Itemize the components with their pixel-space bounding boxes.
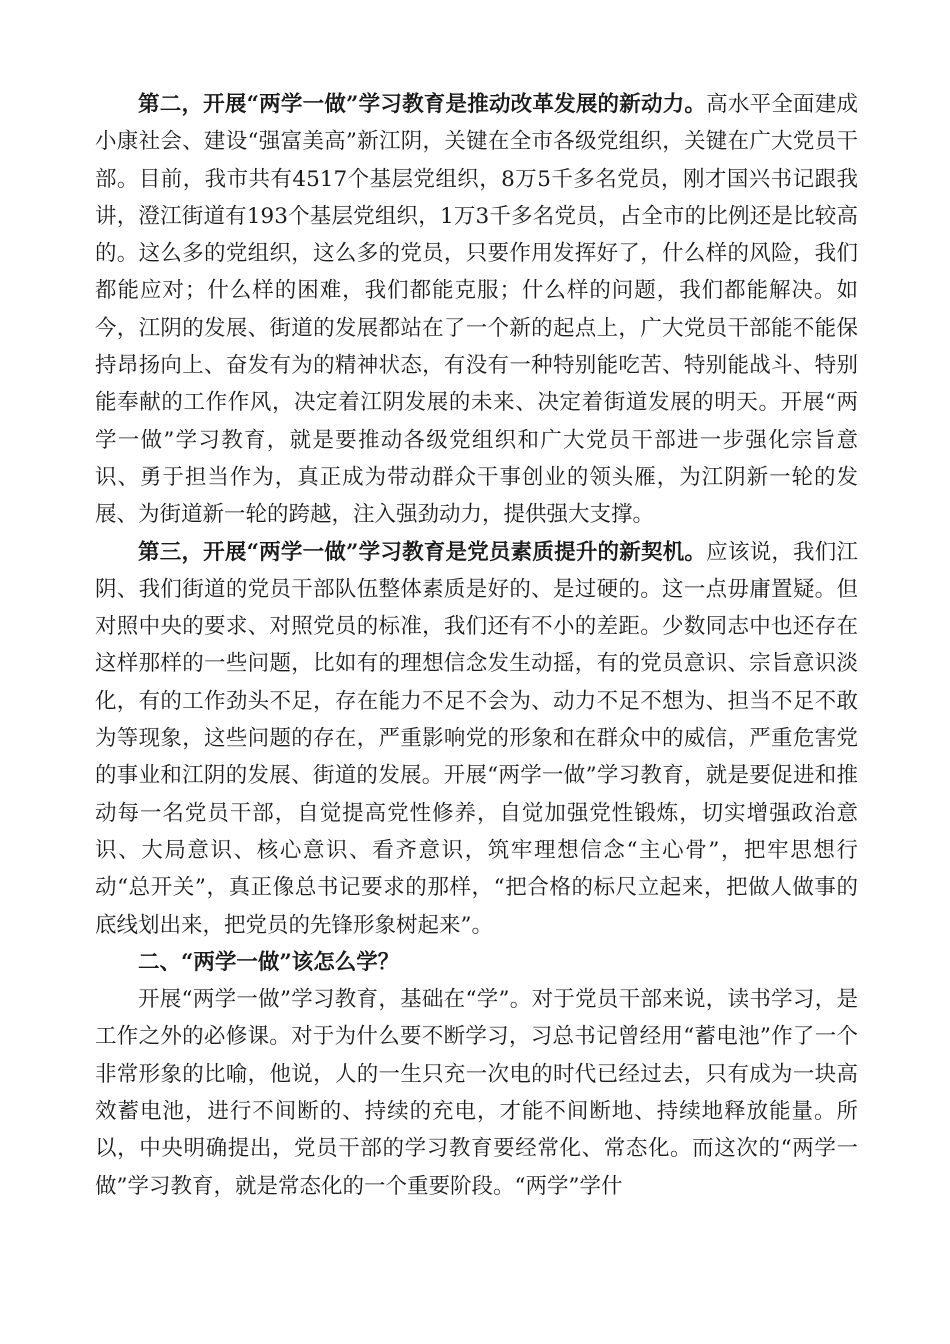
paragraph-text: 高水平全面建成小康社会、建设“强富美高”新江阴，关键在全市各级党组织，关键在广大党员干部。目前，我市共有4517个基层党组织，8万5千多名党员，刚才国兴书记跟我讲，澄江街道有193个基层党组织，1万3千多名党员，占全市的比例还是比较高的。这么多的党组织，这么多的党员，只要作用发挥好了，什么样的风险，我们都能应对；什么样的困难，我们都能克服；什么样的问题，我们都能解决。如今，江阴的发展、街道的发展都站在了一个新的起点上，广大党员干部能不能保持昂扬向上、奋发有为的精神状态，有没有一种特别能吃苦、特别能战斗、特别能奉献的工作作风，决定着江阴发展的未来、决定着街道发展的明天。开展“两学一做”学习教育，就是要推动各级党组织和广大党员干部进一步强化宗旨意识、勇于担当作为，真正成为带动群众干事创业的领头雁，为江阴新一轮的发展、为街道新一轮的跨越，注入强劲动力，提供强大支撑。: [95, 92, 858, 528]
paragraph-second-point: [95, 86, 858, 534]
paragraph-lead-heading: 第二，开展“两学一做”学习教育是推动改革发展的新动力。: [138, 92, 707, 117]
paragraph-lead-heading: 第三，开展“两学一做”学习教育是党员素质提升的新契机。: [138, 539, 707, 565]
paragraph-third-point: [95, 534, 858, 944]
section-heading: 二、“两学一做”该怎么学？: [138, 949, 400, 975]
paragraph-text: 开展“两学一做”学习教育，基础在“学”。对于党员干部来说，读书学习，是工作之外的必修课。对于为什么要不断学习，习总书记曾经用“蓄电池”作了一个非常形象的比喻，他说，人的一生只充一次电的时代已经过去，只有成为一块高效蓄电池，进行不间断的、持续的充电，才能不间断地、持续地释放能量。所以，中央明确提出，党员干部的学习教育要经常化、常态化。而这次的“两学一做”学习教育，就是常态化的一个重要阶段。“两学”学什: [95, 987, 858, 1199]
paragraph-how-to-learn: [95, 981, 858, 1205]
document-body: [95, 86, 858, 1205]
paragraph-text: 应该说，我们江阴、我们街道的党员干部队伍整体素质是好的、是过硬的。这一点毋庸置疑。但对照中央的要求、对照党员的标准，我们还有不小的差距。少数同志中也还存在这样那样的一些问题，比如有的理想信念发生动摇，有的党员意识、宗旨意识淡化，有的工作劲头不足，存在能力不足不会为、动力不足不想为、担当不足不敢为等现象，这些问题的存在，严重影响党的形象和在群众中的威信，严重危害党的事业和江阴的发展、街道的发展。开展“两学一做”学习教育，就是要促进和推动每一名党员干部，自觉提高党性修养，自觉加强党性锻炼，切实增强政治意识、大局意识、核心意识、看齐意识，筑牢理想信念“主心骨”，把牢思想行动“总开关”，真正像总书记要求的那样，“把合格的标尺立起来，把做人做事的底线划出来，把党员的先锋形象树起来”。: [95, 539, 858, 938]
